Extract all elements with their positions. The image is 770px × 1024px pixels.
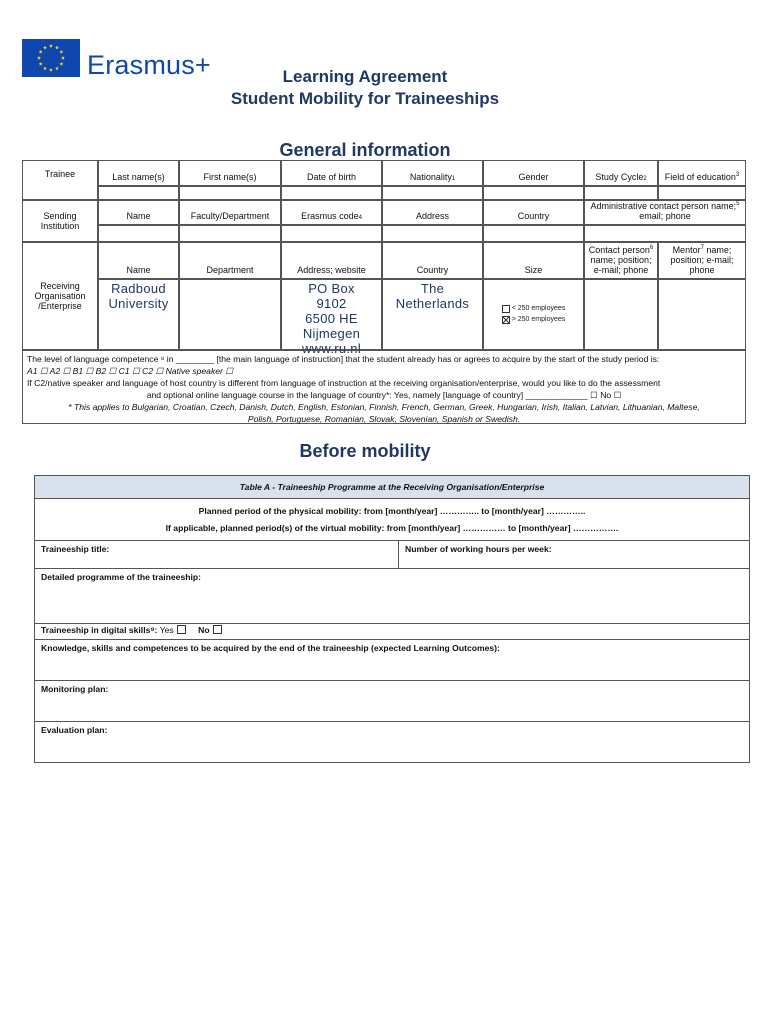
address-line: 9102	[316, 296, 347, 311]
sending-col-name: Name	[98, 200, 179, 225]
traineeship-title-field[interactable]: Traineeship title:	[35, 541, 399, 568]
field-of-education-value[interactable]	[658, 186, 746, 200]
receiving-col-mentor: Mentor$^7$ name; position; e-mail; phone	[658, 242, 746, 279]
address-line: 6500 HE	[305, 311, 358, 326]
col-nationality: Nationality $_1$	[382, 160, 483, 186]
receiving-col-size: Size	[483, 242, 584, 279]
sending-country-value[interactable]	[483, 225, 584, 242]
sending-col-faculty: Faculty/Department	[179, 200, 281, 225]
receiving-name-value[interactable]: Radboud University	[98, 279, 179, 350]
sending-col-admin-contact: Administrative contact person name;$^5$ email; phone	[584, 200, 746, 225]
planned-virtual-mobility[interactable]: If applicable, planned period(s) of the virtual mobility: from [month/year] …………… to [month/year] …………….	[165, 523, 619, 533]
address-line: www.ru.nl	[301, 341, 362, 356]
erasmus-brand-logo: Erasmus+	[87, 50, 211, 80]
address-line: PO Box	[308, 281, 355, 296]
general-information-heading: General information	[279, 140, 451, 160]
col-last-name: Last name(s)	[98, 160, 179, 186]
detailed-programme-field[interactable]: Detailed programme of the traineeship:	[35, 569, 749, 624]
document-title: Learning Agreement	[282, 67, 448, 86]
monitoring-plan-field[interactable]: Monitoring plan:	[35, 681, 749, 722]
language-note-footnote: Polish, Portuguese, Romanian, Slovak, Slovenian, Spanish or Swedish.	[247, 414, 521, 424]
planned-physical-mobility[interactable]: Planned period of the physical mobility: from [month/year] ………….. to [month/year] …………..	[198, 506, 586, 516]
planned-periods	[35, 499, 749, 541]
receiving-department-value[interactable]	[179, 279, 281, 350]
sending-admin-contact-value[interactable]	[584, 225, 746, 242]
first-name-value[interactable]	[179, 186, 281, 200]
receiving-col-department: Department	[179, 242, 281, 279]
receiving-size-value	[483, 279, 584, 350]
before-mobility-heading: Before mobility	[299, 441, 431, 461]
checkbox-icon	[177, 625, 186, 634]
language-note-footnote: * This applies to Bulgarian, Croatian, Czech, Danish, Dutch, English, Estonian, Finnish, French, German, Greek, Hungarian, Irish, Italian, Latvian, Lithuanian, Maltese,	[68, 402, 700, 412]
table-a-title: Table A - Traineeship Programme at the Receiving Organisation/Enterprise	[35, 476, 749, 499]
sending-erasmus-code-value[interactable]	[281, 225, 382, 242]
study-cycle-value[interactable]	[584, 186, 658, 200]
digital-skills-no[interactable]: No	[198, 625, 221, 635]
traineeship-title-row	[35, 541, 749, 569]
sending-row-label: Sending Institution	[22, 200, 98, 242]
col-first-name: First name(s)	[179, 160, 281, 186]
sending-col-address: Address	[382, 200, 483, 225]
nationality-value[interactable]	[382, 186, 483, 200]
checked-checkbox-icon	[502, 316, 510, 324]
receiving-col-address-website: Address; website	[281, 242, 382, 279]
digital-skills-yes[interactable]: Yes	[160, 625, 186, 635]
receiving-col-contact-person: Contact person$^6$ name; position; e-mail; phone	[584, 242, 658, 279]
evaluation-plan-field[interactable]: Evaluation plan:	[41, 725, 108, 735]
col-date-of-birth: Date of birth	[281, 160, 382, 186]
checkbox-icon	[502, 305, 510, 313]
last-name-value[interactable]	[98, 186, 179, 200]
receiving-col-country: Country	[382, 242, 483, 279]
sending-address-value[interactable]	[382, 225, 483, 242]
learning-outcomes-field[interactable]: Knowledge, skills and competences to be acquired by the end of the traineeship (expected Learning Outcomes):	[35, 639, 749, 681]
digital-skills-row: Traineeship in digital skills⁹: Yes No	[35, 624, 749, 639]
col-gender: Gender	[483, 160, 584, 186]
col-field-of-education: Field of education$^3$	[658, 160, 746, 186]
gender-value[interactable]	[483, 186, 584, 200]
sending-name-value[interactable]	[98, 225, 179, 242]
sending-col-erasmus-code: Erasmus code $_4$	[281, 200, 382, 225]
language-note-line: If C2/native speaker and language of host country is different from language of instruction at the receiving organisation/enterprise, would you like to do the assessment	[27, 378, 661, 388]
trainee-row-label: Trainee	[22, 160, 98, 200]
table-a	[34, 475, 750, 763]
sending-faculty-value[interactable]	[179, 225, 281, 242]
col-study-cycle: Study Cycle $_2$	[584, 160, 658, 186]
sending-col-country: Country	[483, 200, 584, 225]
size-option-small[interactable]: < 250 employees	[502, 305, 566, 313]
receiving-row-label: Receiving Organisation /Enterprise	[22, 242, 98, 350]
address-line: Nijmegen	[302, 326, 361, 341]
receiving-address-value[interactable]	[281, 279, 382, 356]
date-of-birth-value[interactable]	[281, 186, 382, 200]
checkbox-icon	[213, 625, 222, 634]
language-assessment-options[interactable]: and optional online language course in the language of country*: Yes, namely [language of country] _____________ ☐ No ☐	[146, 390, 622, 400]
receiving-country-value[interactable]: The Netherlands	[382, 279, 483, 350]
language-competence-note	[22, 350, 746, 424]
receiving-col-name: Name	[98, 242, 179, 279]
receiving-mentor-value[interactable]	[658, 279, 746, 350]
language-note-line: The level of language competence ⁸ in ________ [the main language of instruction] that the student already has or agrees to acquire by the start of the study period is:	[27, 354, 660, 364]
size-option-large[interactable]: > 250 employees	[502, 316, 566, 324]
language-level-options[interactable]: A1 ☐ A2 ☐ B1 ☐ B2 ☐ C1 ☐ C2 ☐ Native speaker ☐	[27, 366, 233, 376]
working-hours-field[interactable]: Number of working hours per week:	[405, 544, 552, 554]
document-subtitle: Student Mobility for Traineeships	[230, 89, 500, 108]
receiving-contact-value[interactable]	[584, 279, 658, 350]
